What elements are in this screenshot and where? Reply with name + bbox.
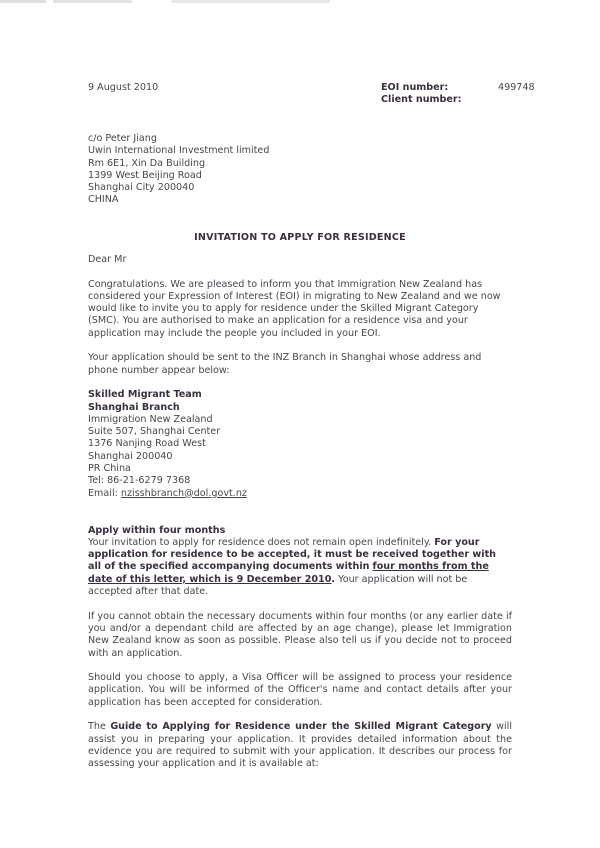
guide-paragraph	[88, 721, 512, 770]
branch-line: Immigration New Zealand	[88, 413, 213, 425]
address-line: Shanghai City 200040	[88, 182, 195, 194]
apply-deadline: four months from the date of this letter, which is 9 December 2010	[88, 561, 489, 585]
client-number-label: Client number:	[381, 94, 462, 106]
guide-prefix: The	[88, 721, 106, 733]
scan-edge-artifact	[0, 0, 330, 3]
send-paragraph: Your application should be sent to the INZ Branch in Shanghai whose address and phone number appear below:	[88, 352, 482, 376]
apply-heading: Apply within four months	[88, 524, 226, 536]
address-line: 1399 West Beijing Road	[88, 169, 202, 181]
client-number-row	[381, 94, 535, 106]
branch-address	[88, 389, 512, 500]
guide-rest: will assist you in preparing your application. It provides detailed information about the evidence you are required to submit with your application. It describes our process for assessing your application and it is available at:	[88, 721, 512, 770]
address-line: c/o Peter Jiang	[88, 133, 157, 144]
apply-text-1: Your invitation to apply for residence does not remain open indefinitely.	[88, 536, 432, 548]
eoi-number-label: EOI number:	[381, 82, 449, 93]
officer-paragraph: Should you choose to apply, a Visa Officer will be assigned to process your residence application. You will be informed of the Officer's name and contact details after your application has been accepted for consideration.	[88, 672, 512, 708]
guide-title: Guide to Applying for Residence under the Skilled Migrant Category	[110, 721, 492, 733]
recipient-address	[88, 133, 269, 207]
address-line: CHINA	[88, 194, 119, 206]
letter-body	[88, 254, 512, 783]
intro-paragraph: Congratulations. We are pleased to inform you that Immigration New Zealand has considered your Expression of Interest (EOI) in migrating to New Zealand and we now would like to invite you to apply for residence under the Skilled Migrant Category (SMC). You are authorised to make an application for a residence visa and your application may include the people you included in your EOI.	[88, 278, 501, 339]
branch-line: Suite 507, Shanghai Center	[88, 426, 221, 438]
salutation: Dear Mr	[88, 254, 127, 265]
branch-phone: Tel: 86-21-6279 7368	[88, 475, 191, 487]
apply-bold-end: .	[331, 573, 336, 585]
address-line: Uwin International Investment limited	[88, 145, 270, 157]
email-link[interactable]: nzisshbranch@dol.govt.nz	[120, 487, 247, 499]
branch-email-row	[88, 488, 512, 500]
branch-line: PR China	[88, 463, 131, 475]
branch-line: Shanghai 200040	[88, 450, 173, 462]
eoi-number-row	[381, 82, 535, 94]
reference-block	[381, 82, 535, 107]
letter-title: INVITATION TO APPLY FOR RESIDENCE	[194, 232, 406, 243]
apply-paragraph	[88, 537, 512, 598]
branch-name: Shanghai Branch	[88, 401, 180, 413]
apply-text-2: Your application will not be accepted after that date.	[88, 573, 468, 598]
eoi-number-value: 499748	[498, 82, 535, 93]
branch-line: 1376 Nanjing Road West	[88, 438, 206, 450]
documents-paragraph: If you cannot obtain the necessary documents within four months (or any earlier date if you and/or a dependant child are affected by an age change), please let Immigration New Zealand know as soon as possible. Please also tell us if you decide not to proceed with an application.	[88, 610, 512, 659]
email-label: Email:	[88, 487, 121, 499]
letter-date: 9 August 2010	[88, 82, 159, 93]
apply-bold-1: For your application for residence to be accepted, it must be received together with all of the specified accompanying documents within	[88, 536, 496, 573]
address-line: Rm 6E1, Xin Da Building	[88, 157, 206, 169]
branch-team: Skilled Migrant Team	[88, 389, 202, 401]
